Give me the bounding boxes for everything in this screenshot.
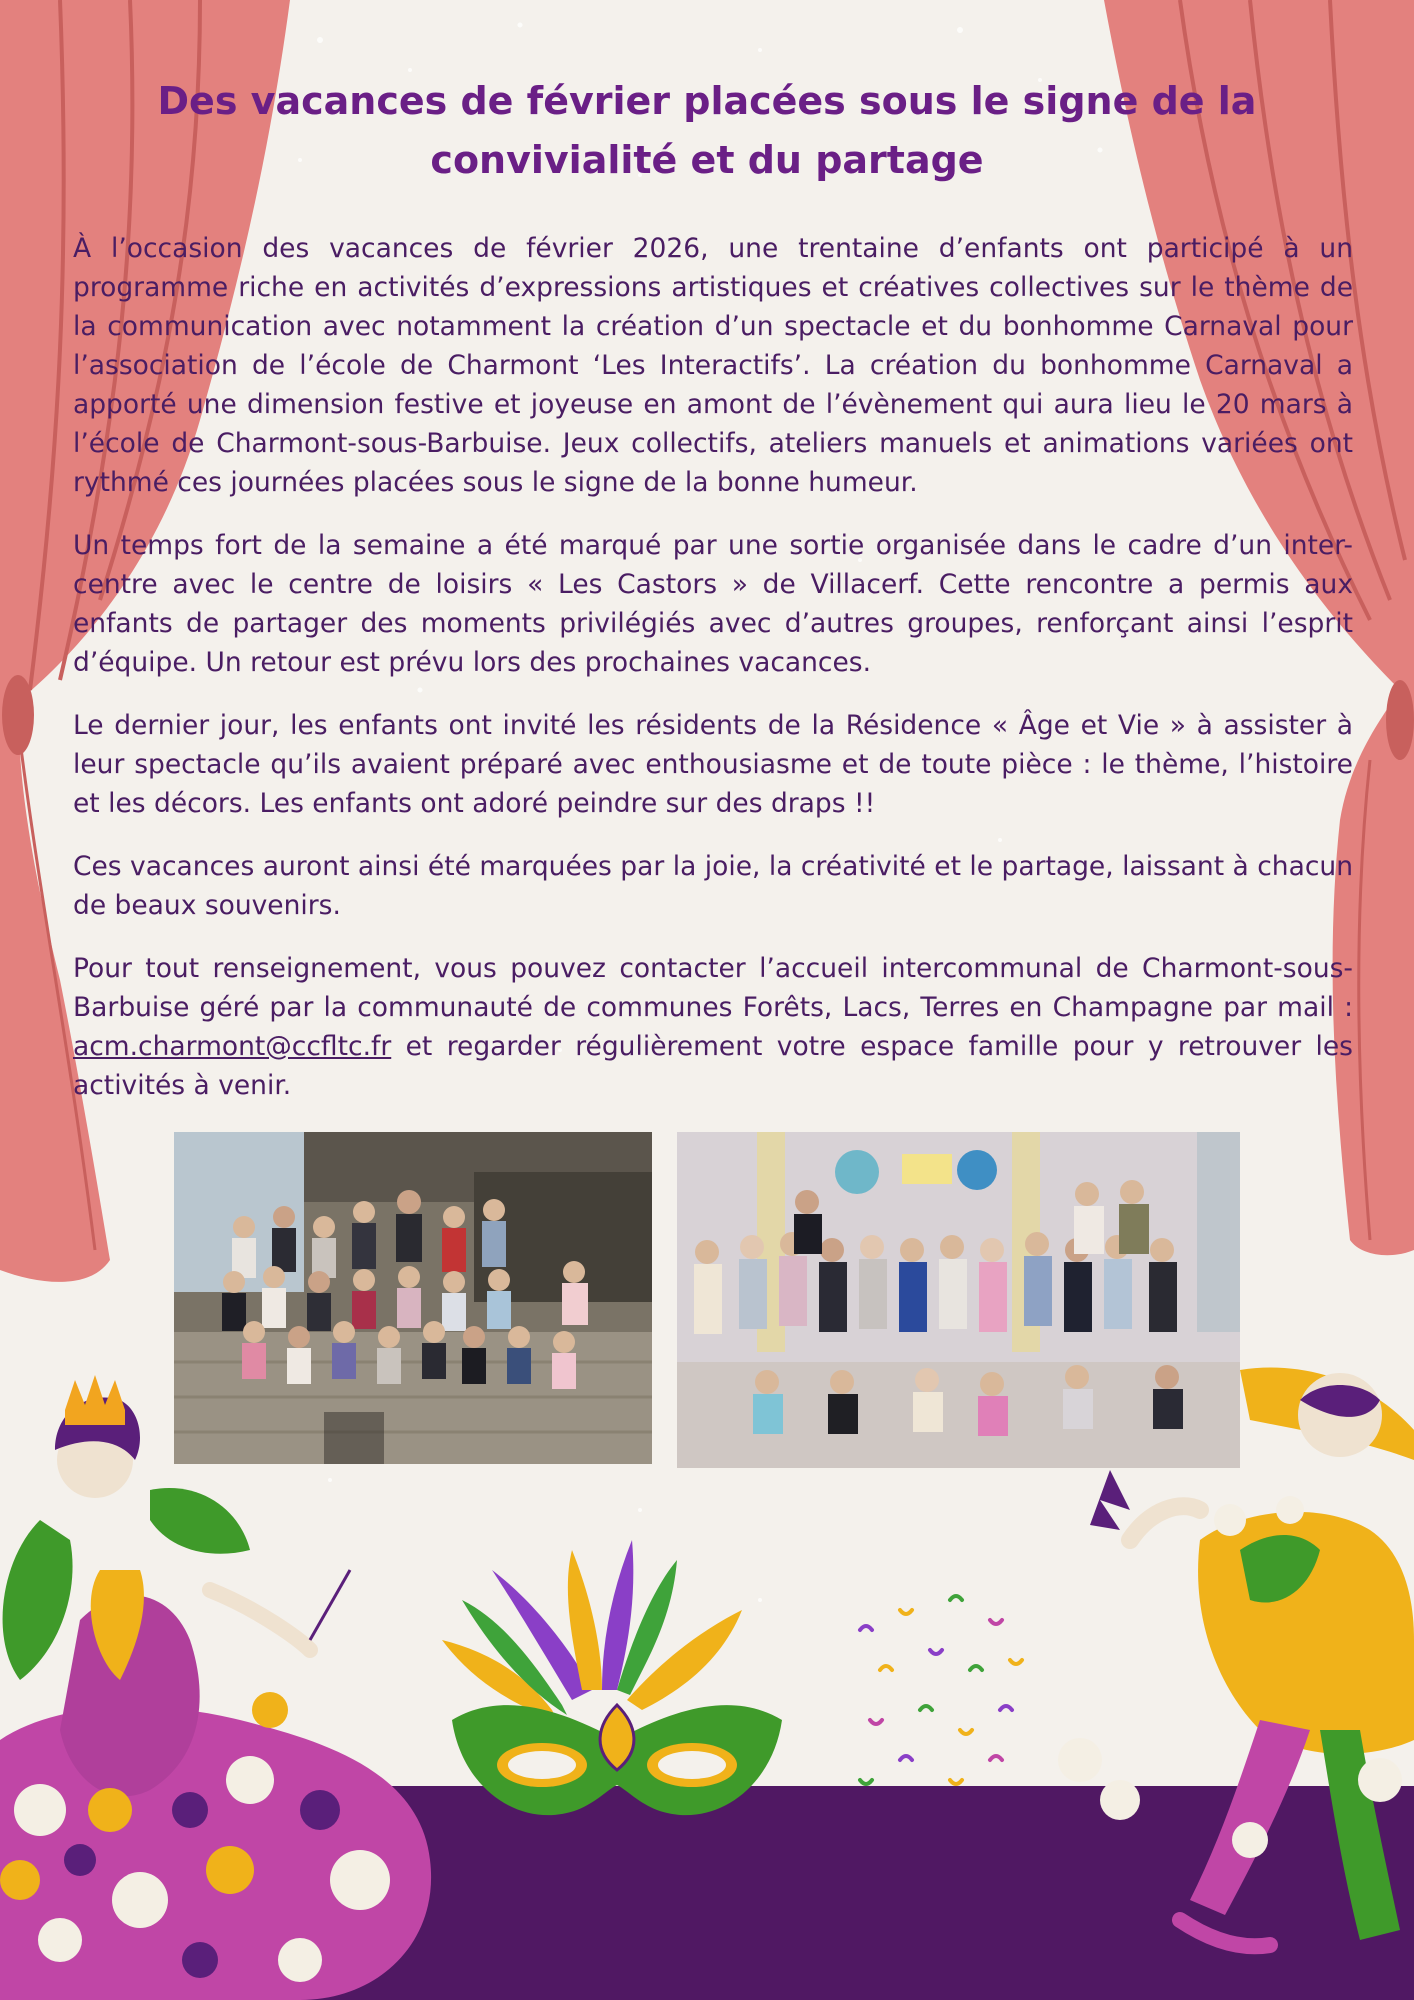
paragraph-contact [73,949,1353,1105]
contact-text-after: et regarder régulièrement votre espace famille pour y retrouver les activités à venir. [73,1031,1353,1101]
contact-text-before: Pour tout renseignement, vous pouvez contacter l’accueil intercommunal de Charmont-sous-Barbuise géré par la communauté de communes Forêts, Lacs, Terres en Champagne par mail : [73,953,1353,1023]
carnival-mask-illustration [432,1540,802,1840]
paragraph-conclusion: Ces vacances auront ainsi été marquées par la joie, la créativité et le partage, laissant à chacun de beaux souvenirs. [73,851,1353,921]
paragraph-outing: Un temps fort de la semaine a été marqué par une sortie organisée dans le cadre d’un inter-centre avec le centre de loisirs « Les Castors » de Villacerf. Cette rencontre a permis aux enfants de partager des moments privilégiés avec d’autres groupes, renforçant ainsi l’esprit d’équipe. Un retour est prévu lors des prochaines vacances. [73,530,1353,678]
article-body [73,229,1353,1129]
paragraph-intro: À l’occasion des vacances de février 2026, une trentaine d’enfants ont participé à un programme riche en activités d’expressions artistiques et créatives collectives sur le thème de la communication avec notamment la création d’un spectacle et du bonhomme Carnaval pour l’association de l’école de Charmont ‘Les Interactifs’. La création du bonhomme Carnaval a apporté une dimension festive et joyeuse en amont de l’évènement qui aura lieu le 20 mars à l’école de Charmont-sous-Barbuise. Jeux collectifs, ateliers manuels et animations variées ont rythmé ces journées placées sous le signe de la bonne humeur. [73,233,1353,498]
carnival-dancer-left-illustration [0,1340,440,2000]
page-title: Des vacances de février placées sous le signe de la convivialité et du partage [157,79,1257,182]
confetti-illustration [840,1590,1040,1810]
email-link[interactable]: acm.charmont@ccfltc.fr [73,1031,392,1062]
paragraph-last-day: Le dernier jour, les enfants ont invité les résidents de la Résidence « Âge et Vie » à assister à leur spectacle qu’ils avaient préparé avec enthousiasme et de toute pièce : le thème, l’histoire et les décors. Les enfants ont adoré peindre sur des draps !! [73,710,1353,819]
carnival-jester-right-illustration [1040,1360,1414,1980]
